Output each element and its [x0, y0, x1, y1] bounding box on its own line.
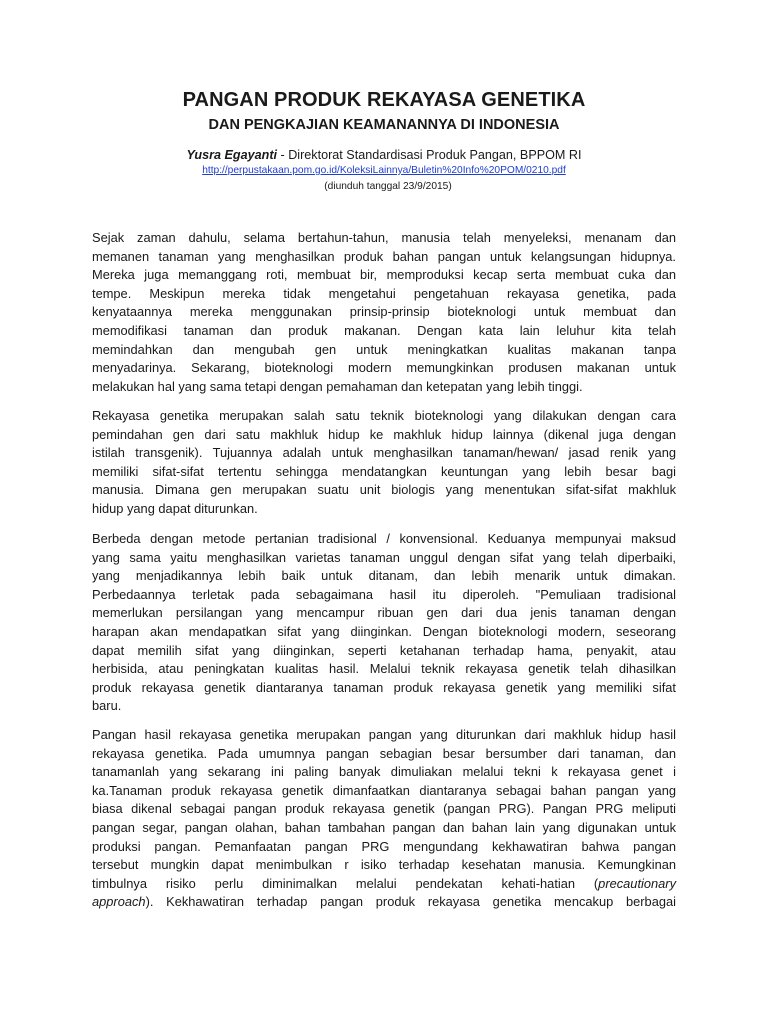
text-line: herbisida, atau peningkatan kualitas hasil. Melalui teknik rekayasa genetik telah dihasilkan	[92, 661, 676, 677]
document-subtitle: DAN PENGKAJIAN KEAMANANNYA DI INDONESIA	[208, 117, 560, 133]
text-line: tersebut mungkin dapat menimbulkan r isiko terhadap kesehatan manusia. Kemungkinan	[92, 857, 676, 873]
text-line: dapat memilih sifat yang diinginkan, seperti ketahanan terhadap hama, penyakit, atau	[92, 642, 676, 658]
paragraph-3	[92, 530, 676, 716]
text-line: harapan akan mendapatkan sifat yang diinginkan. Dengan bioteknologi modern, seseorang	[92, 623, 676, 639]
source-url-line	[0, 165, 768, 176]
text-line: memerlukan persilangan yang mencampur ribuan gen dari dua jenis tanaman dengan	[92, 605, 676, 621]
text-line: Sejak zaman dahulu, selama bertahun-tahun, manusia telah menyeleksi, menanam dan	[92, 230, 676, 245]
document-title: PANGAN PRODUK REKAYASA GENETIKA	[182, 89, 586, 111]
text-line: manusia. Dimana gen merupakan suatu unit biologis yang menentukan sifat-sifat makhluk	[92, 482, 676, 498]
text-line: baru.	[92, 698, 122, 714]
text-line: kenyataannya mereka menggunakan prinsip-prinsip bioteknologi untuk membuat dan	[92, 304, 676, 320]
text-line: tempe. Meskipun mereka tidak mengetahui pengetahuan rekayasa genetika, pada	[92, 285, 676, 301]
text-line: Berbeda dengan metode pertanian tradisional / konvensional. Keduanya mempunyai maksud	[92, 531, 676, 546]
text-line: produk rekayasa genetik diantaranya tanaman produk rekayasa genetik yang memiliki sifat	[92, 679, 676, 695]
text-line: tanamanlah yang sekarang ini paling banyak dimuliakan melalui tekni k rekayasa genet i	[92, 764, 676, 780]
text-line: hidup yang dapat diturunkan.	[92, 500, 258, 516]
paragraph-1	[92, 229, 676, 396]
text-line: istilah transgenik). Tujuannya adalah untuk menghasilkan tanaman/hewan/ jasad renik yang	[92, 445, 676, 461]
source-url-link[interactable]: http://perpustakaan.pom.go.id/KoleksiLainnya/Buletin%20Info%20POM/0210.pdf	[202, 165, 566, 176]
author-name: Yusra Egayanti	[186, 148, 278, 162]
text-line: yang menjadikannya lebih baik untuk ditanam, dan lebih menarik untuk dimakan.	[92, 568, 676, 584]
text-line: ka.Tanaman produk rekayasa genetik dimanfaatkan diantaranya sebagai bahan pangan yang	[92, 782, 676, 798]
text-line: biasa dikenal sebagai pangan produk rekayasa genetik (pangan PRG). Pangan PRG meliputi	[92, 801, 676, 817]
text-line: menyadarinya. Sekarang, bioteknologi modern memungkinkan produsen makanan untuk	[92, 360, 676, 376]
text-line-mixed	[92, 875, 676, 894]
text-line: rekayasa genetika. Pada umumnya pangan sebagian besar bersumber dari tanaman, dan	[92, 745, 676, 761]
text-line: melakukan hal yang sama tetapi dengan pemahaman dan ketepatan yang lebih tinggi.	[92, 378, 583, 394]
text-line: memodifikasi tanaman dan produk makanan. Dengan kata lain leluhur kita telah	[92, 322, 676, 338]
text-line-mixed	[92, 893, 676, 912]
italic-term: approach	[92, 894, 146, 910]
text-line: Perbedaannya terletak pada sebagaimana hasil itu diperoleh. "Pemuliaan tradisional	[92, 586, 676, 602]
text-line: memindahkan dan mengubah gen untuk meningkatkan kualitas makanan tanpa	[92, 341, 676, 357]
text-segment: timbulnya risiko perlu diminimalkan melalui pendekatan kehati-hatian (	[92, 875, 599, 891]
italic-term: precautionary	[598, 875, 676, 891]
download-date-note: (diunduh tanggal 23/9/2015)	[324, 181, 452, 192]
author-affiliation: - Direktorat Standardisasi Produk Pangan, BPPOM RI	[277, 148, 582, 162]
paragraph-2	[92, 407, 676, 519]
text-segment: ). Kekhawatiran terhadap pangan produk rekayasa genetika mencakup berbagai	[145, 894, 676, 910]
text-line: Mereka juga memanggang roti, membuat bir, memproduksi kecap serta membuat cuka dan	[92, 267, 676, 283]
text-line: yang sama yaitu menghasilkan varietas tanaman unggul dengan sifat yang telah diperbaiki,	[92, 549, 676, 565]
text-line: memanen tanaman yang menghasilkan produk bahan pangan untuk kelangsungan hidupnya.	[92, 248, 676, 264]
text-line: memiliki sifat-sifat tertentu sehingga mendatangkan keuntungan yang lebih besar bagi	[92, 463, 676, 479]
author-line	[0, 148, 768, 162]
text-line: pemindahan gen dari satu makhluk hidup ke makhluk hidup lainnya (dikenal juga dengan	[92, 426, 676, 442]
text-line: Rekayasa genetika merupakan salah satu teknik bioteknologi yang dilakukan dengan cara	[92, 408, 676, 423]
text-line: Pangan hasil rekayasa genetika merupakan pangan yang diturunkan dari makhluk hidup hasil	[92, 727, 676, 742]
text-line: produksi pangan. Pemanfaatan pangan PRG mengundang kekhawatiran bahwa pangan	[92, 838, 676, 854]
text-line: pangan segar, pangan olahan, bahan tambahan pangan dan bahan lain yang digunakan untuk	[92, 819, 676, 835]
paragraph-4	[92, 726, 676, 912]
